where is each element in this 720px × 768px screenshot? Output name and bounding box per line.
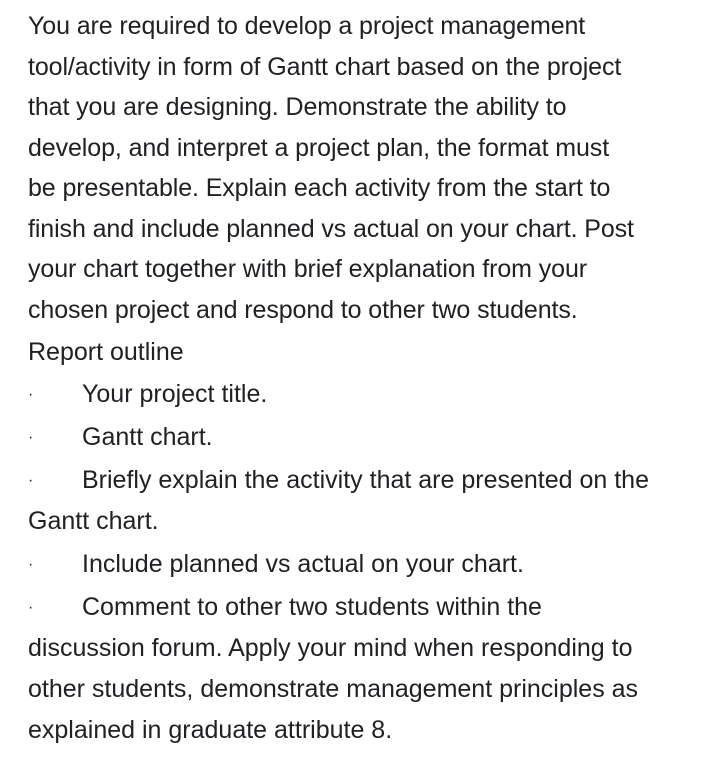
intro-line: finish and include planned vs actual on your chart. Post <box>28 214 634 243</box>
outline-item-project-title <box>28 374 708 415</box>
outline-item-text: Briefly explain the activity that are presented on the <box>82 466 649 494</box>
outline-item-text: Comment to other two students within the <box>82 593 542 621</box>
outline-item-text: Include planned vs actual on your chart. <box>82 550 524 578</box>
outline-item-continuation: explained in graduate attribute 8. <box>28 716 393 744</box>
intro-line: be presentable. Explain each activity from the start to <box>28 174 611 202</box>
bullet-icon: · <box>28 599 34 616</box>
outline-item-planned-vs-actual <box>28 544 708 585</box>
outline-item-explain-activity <box>28 460 708 542</box>
intro-line: develop, and interpret a project plan, the format must <box>28 133 610 162</box>
intro-line: You are required to develop a project management <box>28 12 586 40</box>
outline-item-text: Gantt chart. <box>82 423 213 451</box>
report-outline-heading: Report outline <box>28 338 184 366</box>
intro-line: chosen project and respond to other two students. <box>28 295 578 324</box>
bullet-icon: · <box>28 386 34 403</box>
intro-line: your chart together with brief explanation from your <box>28 255 587 283</box>
intro-line: tool/activity in form of Gantt chart based on the project <box>28 52 622 81</box>
outline-item-continuation: other students, demonstrate management principles as <box>28 675 639 703</box>
assignment-document <box>28 6 708 751</box>
report-outline-list <box>28 374 708 751</box>
outline-item-comment-students <box>28 587 708 751</box>
intro-line: that you are designing. Demonstrate the ability to <box>28 93 567 121</box>
bullet-icon: · <box>28 472 34 489</box>
intro-paragraph <box>28 6 708 330</box>
outline-item-continuation: Gantt chart. <box>28 507 159 535</box>
outline-item-gantt-chart <box>28 417 708 458</box>
outline-item-continuation: discussion forum. Apply your mind when responding to <box>28 634 633 662</box>
bullet-icon: · <box>28 429 34 446</box>
bullet-icon: · <box>28 556 34 573</box>
outline-item-text: Your project title. <box>82 380 268 408</box>
